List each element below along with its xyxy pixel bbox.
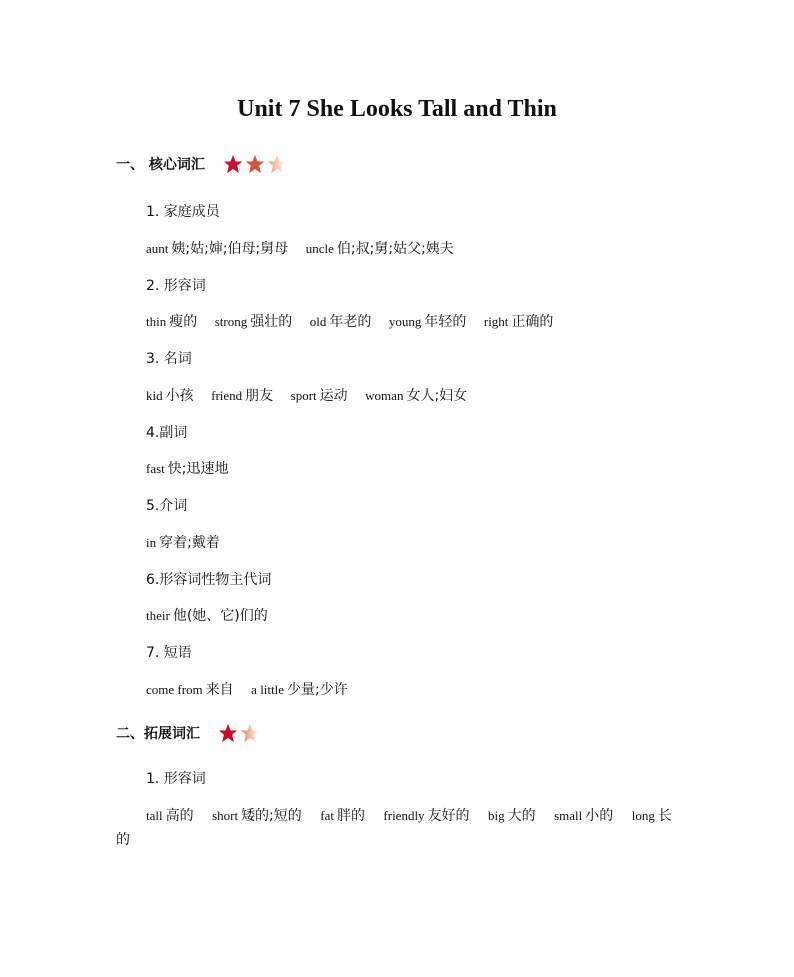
vocab-item: fast 快;迅速地 [146, 461, 229, 477]
vocab-item: aunt 姨;姑;婶;伯母;舅母 [146, 241, 289, 257]
vocab-line [116, 804, 676, 852]
vocab-item: uncle 伯;叔;舅;姑父;姨夫 [305, 241, 454, 257]
vocab-item: fat 胖的 [320, 808, 365, 824]
vocab-item: old 年老的 [309, 314, 372, 330]
vocab-item: come from 来自 [146, 682, 234, 698]
vocab-item: in 穿着;戴着 [146, 535, 220, 551]
vocab-line [146, 679, 362, 699]
vocab-item: thin 瘦的 [146, 314, 198, 330]
vocab-item: small 小的 [554, 808, 614, 824]
section-label: 一、 核心词汇 [116, 157, 205, 173]
star-full-icon [218, 723, 238, 743]
vocab-line [146, 311, 567, 331]
group-heading: 6.形容词性物主代词 [146, 572, 272, 588]
vocab-line [146, 605, 282, 625]
vocab-item: friend 朋友 [211, 388, 274, 404]
group-heading: 1. 家庭成员 [146, 204, 220, 220]
vocab-item: big 大的 [488, 808, 536, 824]
vocab-item: strong 强壮的 [214, 314, 293, 330]
vocab-item: young 年轻的 [388, 314, 467, 330]
star-half-icon [240, 723, 260, 743]
star-full-icon [245, 154, 265, 174]
group-heading: 4.副词 [146, 425, 188, 441]
difficulty-stars [223, 154, 289, 174]
vocab-item: friendly 友好的 [383, 808, 470, 824]
vocab-item: long 长的 [116, 808, 672, 848]
section-label: 二、拓展词汇 [116, 726, 200, 742]
group-heading: 7. 短语 [146, 645, 192, 661]
vocab-item: woman 女人;妇女 [365, 388, 468, 404]
group-heading: 1. 形容词 [146, 771, 206, 787]
star-full-icon [223, 154, 243, 174]
group-heading: 2. 形容词 [146, 278, 206, 294]
group-heading: 3. 名词 [146, 351, 192, 367]
group-heading: 5.介词 [146, 498, 188, 514]
vocab-line [146, 532, 234, 552]
difficulty-stars [218, 723, 262, 743]
vocab-item: kid 小孩 [146, 388, 194, 404]
vocab-item: their 他(她、它)们的 [146, 608, 268, 624]
vocab-item: tall 高的 [146, 808, 194, 824]
vocab-item: a little 少量;少许 [251, 682, 348, 698]
section-extended-vocabulary-heading [116, 723, 262, 743]
vocab-line [146, 458, 243, 478]
vocab-line [146, 238, 468, 258]
vocab-item: short 矮的;短的 [212, 808, 302, 824]
section-core-vocabulary-heading [116, 154, 289, 174]
vocab-item: right 正确的 [483, 314, 554, 330]
vocab-item: sport 运动 [290, 388, 348, 404]
vocab-line [146, 385, 481, 405]
page-title: Unit 7 She Looks Tall and Thin [237, 96, 557, 122]
star-half-icon [267, 154, 287, 174]
